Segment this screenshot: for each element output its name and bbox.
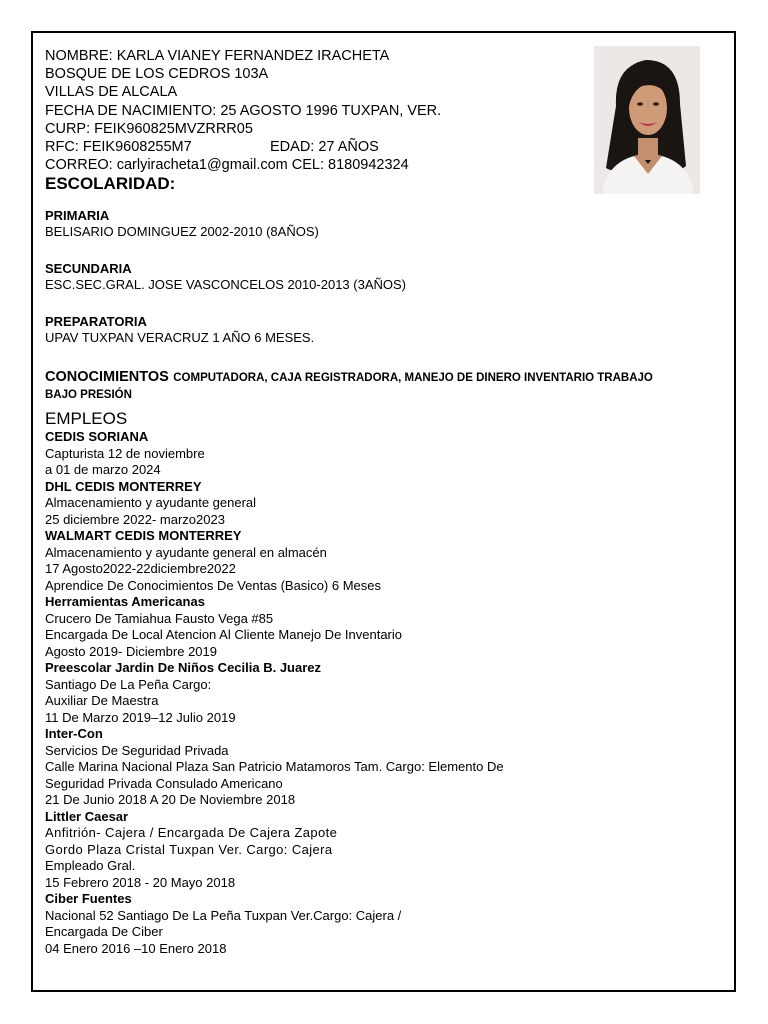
resume-content	[45, 47, 725, 957]
job-line: 25 diciembre 2022- marzo2023	[45, 511, 225, 527]
contact-line: CORREO: carlyiracheta1@gmail.com CEL: 8180942324	[45, 157, 409, 174]
escolaridad-heading: ESCOLARIDAD:	[45, 174, 176, 194]
birthdate-line: FECHA DE NACIMIENTO: 25 AGOSTO 1996 TUXPAN, VER.	[45, 102, 442, 119]
address-line-2: VILLAS DE ALCALA	[45, 84, 178, 101]
conocimientos-line-1: COMPUTADORA, CAJA REGISTRADORA, MANEJO DE DINERO INVENTARIO TRABAJO	[173, 372, 653, 385]
job-line: Almacenamiento y ayudante general en almacén	[45, 544, 327, 560]
job-title: Preescolar Jardin De Niños Cecilia B. Juarez	[45, 660, 322, 676]
job-title: Ciber Fuentes	[45, 891, 132, 907]
job-line: Almacenamiento y ayudante general	[45, 495, 257, 511]
empleos-heading: EMPLEOS	[45, 409, 128, 429]
jobs-list	[45, 429, 725, 957]
conocimientos-line-2: BAJO PRESIÓN	[45, 389, 132, 402]
job-line: Agosto 2019- Diciembre 2019	[45, 643, 217, 659]
job-title: Inter-Con	[45, 726, 103, 742]
job-line: 21 De Junio 2018 A 20 De Noviembre 2018	[45, 792, 296, 808]
job-line: Aprendice De Conocimientos De Ventas (Basico) 6 Meses	[45, 577, 381, 593]
job-line: Encargada De Ciber	[45, 924, 163, 940]
job-entry	[45, 479, 725, 529]
school-detail: BELISARIO DOMINGUEZ 2002-2010 (8AÑOS)	[45, 224, 319, 240]
job-entry	[45, 429, 725, 479]
job-entry	[45, 809, 725, 892]
job-line: 17 Agosto2022-22diciembre2022	[45, 561, 236, 577]
name-line: NOMBRE: KARLA VIANEY FERNANDEZ IRACHETA	[45, 48, 390, 64]
job-entry	[45, 726, 725, 809]
conocimientos-section	[45, 369, 725, 403]
age-text: EDAD: 27 AÑOS	[270, 139, 379, 156]
job-line: 15 Febrero 2018 - 20 Mayo 2018	[45, 874, 236, 890]
school-level: SECUNDARIA	[45, 261, 132, 277]
job-line: Seguridad Privada Consulado Americano	[45, 775, 283, 791]
conocimientos-heading: CONOCIMIENTOS	[45, 369, 169, 386]
job-line: Empleado Gral.	[45, 858, 136, 874]
rfc-text: RFC: FEIK9608255M7	[45, 139, 192, 156]
job-line: Crucero De Tamiahua Fausto Vega #85	[45, 610, 274, 626]
job-line: Santiago De La Peña Cargo:	[45, 676, 212, 692]
school-preparatoria	[45, 314, 725, 346]
job-line: Servicios De Seguridad Privada	[45, 742, 229, 758]
job-line: Nacional 52 Santiago De La Peña Tuxpan Ver.Cargo: Cajera /	[45, 907, 402, 923]
job-title: Littler Caesar	[45, 808, 129, 824]
school-detail: UPAV TUXPAN VERACRUZ 1 AÑO 6 MESES.	[45, 330, 315, 346]
job-entry	[45, 594, 725, 660]
personal-info	[45, 47, 725, 174]
curp-line: CURP: FEIK960825MVZRRR05	[45, 120, 253, 137]
school-secundaria	[45, 261, 725, 293]
job-line: 11 De Marzo 2019–12 Julio 2019	[45, 709, 236, 725]
job-title: Herramientas Americanas	[45, 594, 205, 610]
job-line: 04 Enero 2016 –10 Enero 2018	[45, 940, 227, 956]
rfc-age-line	[45, 138, 725, 156]
school-detail: ESC.SEC.GRAL. JOSE VASCONCELOS 2010-2013 (3AÑOS)	[45, 277, 407, 293]
job-line: a 01 de marzo 2024	[45, 462, 161, 478]
job-line: Encargada De Local Atencion Al Cliente Manejo De Inventario	[45, 627, 402, 643]
job-line: Capturista 12 de noviembre	[45, 445, 205, 461]
school-level: PRIMARIA	[45, 208, 110, 224]
address-line-1: BOSQUE DE LOS CEDROS 103A	[45, 66, 269, 83]
job-line: Gordo Plaza Cristal Tuxpan Ver. Cargo: Cajera	[45, 841, 333, 857]
job-line: Anfitrión- Cajera / Encargada De Cajera Zapote	[45, 825, 338, 841]
job-line: Auxiliar De Maestra	[45, 693, 159, 709]
job-entry	[45, 528, 725, 594]
job-entry	[45, 891, 725, 957]
school-level: PREPARATORIA	[45, 314, 147, 330]
job-title: WALMART CEDIS MONTERREY	[45, 528, 242, 544]
job-line: Calle Marina Nacional Plaza San Patricio Matamoros Tam. Cargo: Elemento De	[45, 759, 504, 775]
job-title: CEDIS SORIANA	[45, 429, 149, 445]
school-primaria	[45, 208, 725, 240]
job-entry	[45, 660, 725, 726]
job-title: DHL CEDIS MONTERREY	[45, 478, 202, 494]
